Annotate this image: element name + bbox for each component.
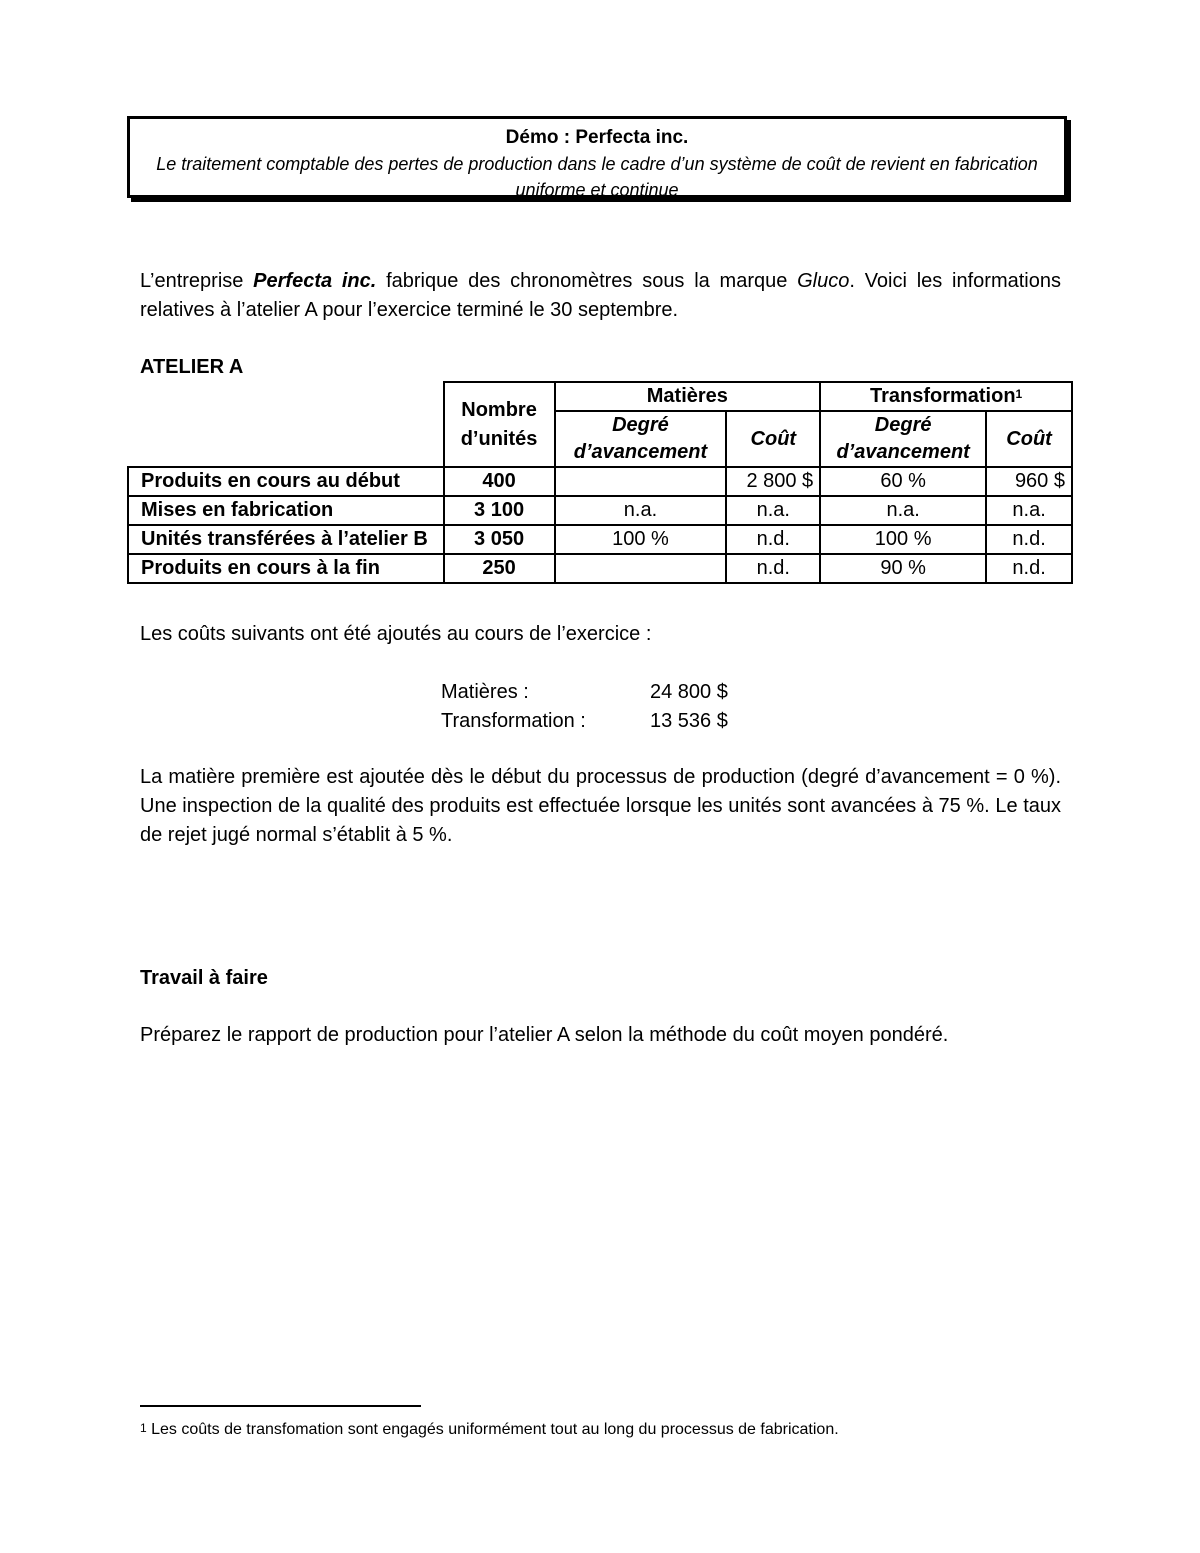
row-units: 250 bbox=[444, 554, 555, 583]
header-mat-degree: Degré d’avancement bbox=[555, 411, 727, 467]
header-units: Nombre d’unités bbox=[444, 382, 555, 467]
intro-text-3: . Voici les informations relatives à l’atelier A pour l’exercice terminé le 30 septembre. bbox=[140, 270, 1061, 321]
row-units: 3 050 bbox=[444, 525, 555, 554]
row-mat-cost: n.d. bbox=[726, 554, 820, 583]
row-label: Produits en cours à la fin bbox=[128, 554, 444, 583]
row-mat-degree bbox=[555, 467, 727, 496]
footnote-ref: 1 bbox=[1015, 387, 1023, 401]
row-tr-cost: 960 $ bbox=[986, 467, 1072, 496]
task-text: Préparez le rapport de production pour l’atelier A selon la méthode du coût moyen pondéré. bbox=[140, 1024, 949, 1046]
brand-name: Gluco bbox=[797, 270, 850, 292]
table-row bbox=[128, 496, 1072, 525]
document-title: Démo : Perfecta inc. bbox=[505, 127, 689, 148]
costs-intro: Les coûts suivants ont été ajoutés au cours de l’exercice : bbox=[140, 623, 652, 645]
row-label: Produits en cours au début bbox=[128, 467, 444, 496]
cost-value: 24 800 $ bbox=[650, 681, 728, 703]
title-box bbox=[127, 116, 1067, 198]
cost-value: 13 536 $ bbox=[650, 710, 728, 732]
cost-label: Matières : bbox=[441, 681, 529, 703]
row-units: 400 bbox=[444, 467, 555, 496]
header-tr-degree: Degré d’avancement bbox=[820, 411, 986, 467]
cost-row bbox=[441, 707, 728, 736]
table-row bbox=[128, 554, 1072, 583]
cost-row bbox=[441, 678, 728, 707]
header-transformation: Transformation$^1$ bbox=[820, 382, 1072, 411]
section-title: ATELIER A bbox=[140, 356, 244, 378]
header-mat-cost: Coût bbox=[726, 411, 820, 467]
footnote bbox=[140, 1419, 839, 1441]
costs-list bbox=[441, 678, 728, 736]
row-tr-cost: n.d. bbox=[986, 554, 1072, 583]
footnote-text: Les coûts de transfomation sont engagés uniformément tout au long du processus de fabrication. bbox=[146, 1421, 839, 1438]
footnote-separator bbox=[140, 1405, 421, 1407]
company-name: Perfecta inc. bbox=[253, 270, 377, 292]
table-row bbox=[128, 467, 1072, 496]
process-paragraph: La matière première est ajoutée dès le début du processus de production (degré d’avancement = 0 %). Une inspection de la qualité des produits est effectuée lorsque les unités sont avancées à 75 %. Le taux de rejet jugé normal s’établit à 5 %. bbox=[140, 766, 1061, 846]
intro-text-2: fabrique des chronomètres sous la marque bbox=[376, 270, 798, 292]
table-row bbox=[128, 525, 1072, 554]
row-label: Unités transférées à l’atelier B bbox=[128, 525, 444, 554]
row-mat-degree: n.a. bbox=[555, 496, 727, 525]
footnote-mark: 1 bbox=[140, 1421, 147, 1435]
intro-text-1: L’entreprise bbox=[140, 270, 254, 292]
row-mat-cost: n.d. bbox=[726, 525, 820, 554]
row-mat-degree: 100 % bbox=[555, 525, 727, 554]
row-mat-degree bbox=[555, 554, 727, 583]
task-title: Travail à faire bbox=[140, 967, 268, 989]
row-label: Mises en fabrication bbox=[128, 496, 444, 525]
row-units: 3 100 bbox=[444, 496, 555, 525]
header-materials: Matières bbox=[555, 382, 821, 411]
row-tr-degree: 100 % bbox=[820, 525, 986, 554]
document-subtitle: Le traitement comptable des pertes de production dans le cadre d’un système de coût de revient en fabrication uniforme et continue bbox=[156, 154, 1038, 200]
row-tr-degree: 90 % bbox=[820, 554, 986, 583]
table-corner bbox=[128, 382, 444, 467]
row-tr-cost: n.a. bbox=[986, 496, 1072, 525]
row-mat-cost: n.a. bbox=[726, 496, 820, 525]
intro-paragraph bbox=[140, 267, 1061, 325]
row-tr-cost: n.d. bbox=[986, 525, 1072, 554]
row-tr-degree: n.a. bbox=[820, 496, 986, 525]
header-tr-cost: Coût bbox=[986, 411, 1072, 467]
row-mat-cost: 2 800 $ bbox=[726, 467, 820, 496]
cost-label: Transformation : bbox=[441, 710, 586, 732]
row-tr-degree: 60 % bbox=[820, 467, 986, 496]
atelier-table bbox=[127, 381, 1073, 584]
